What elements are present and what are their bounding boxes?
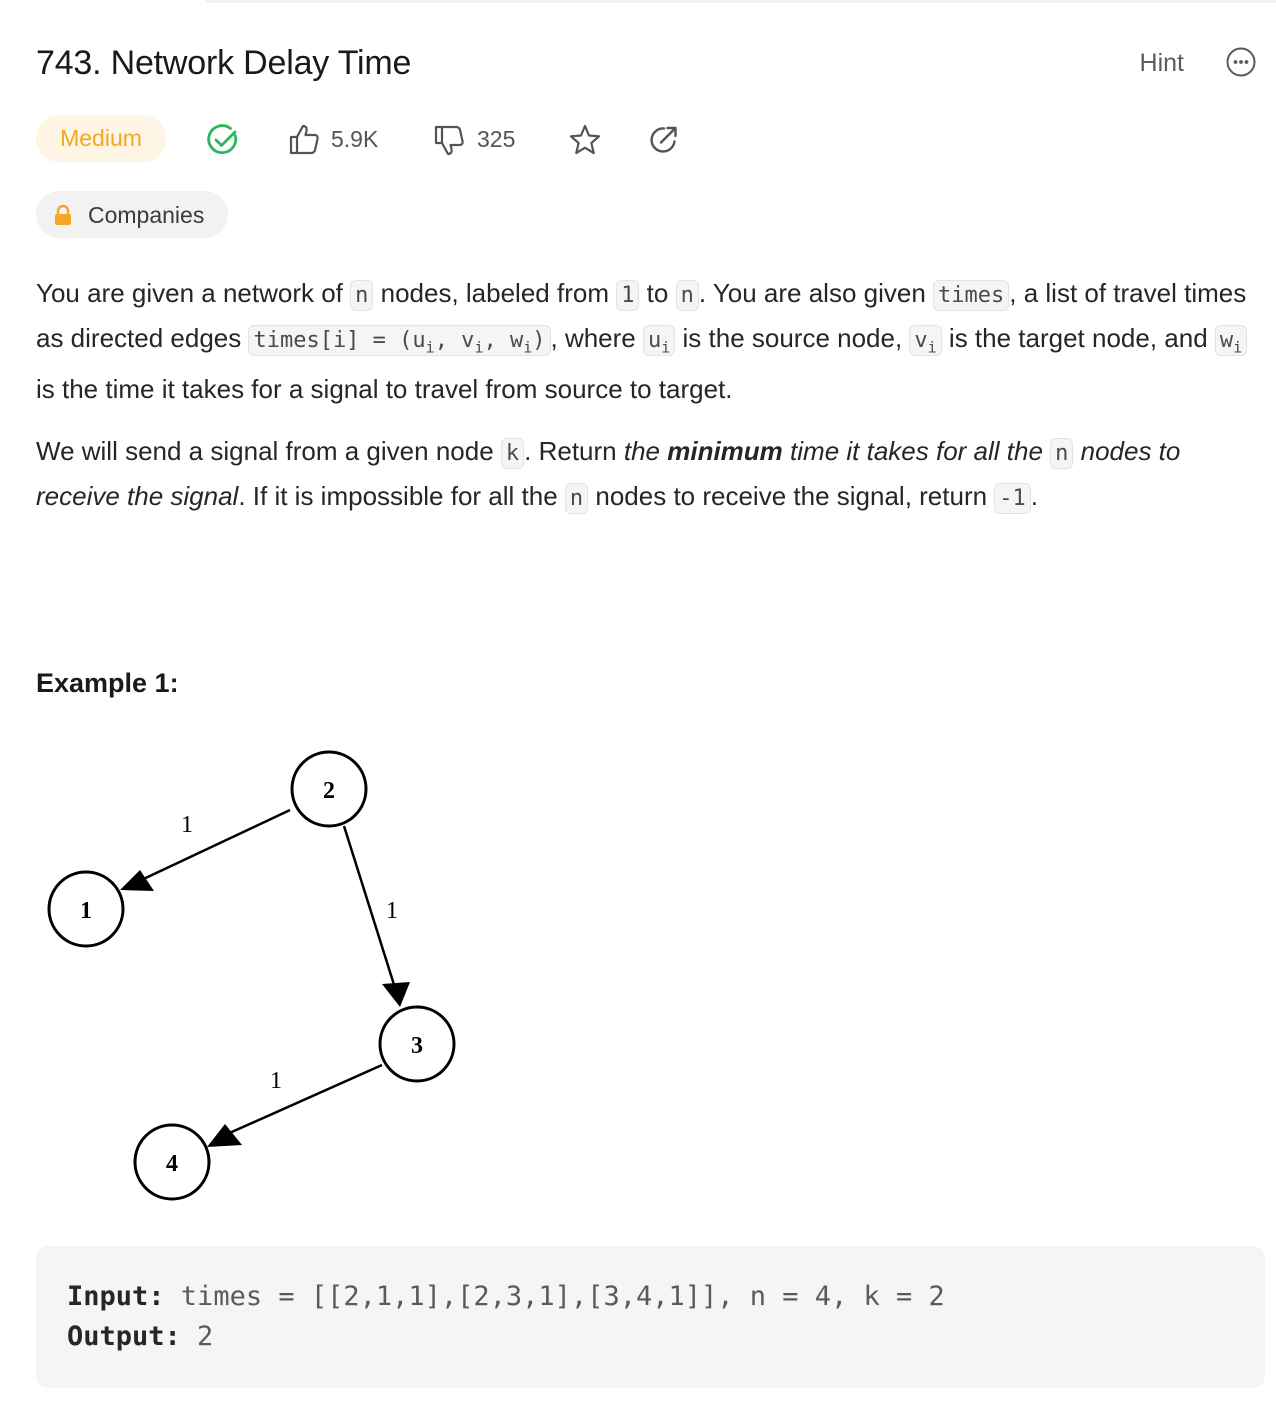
problem-title: 743. Network Delay Time (36, 44, 412, 82)
text-run: , where (550, 323, 643, 353)
edge-weight-2-3: 1 (386, 898, 398, 924)
code-run: u (648, 328, 662, 353)
text-run: to (639, 278, 676, 308)
edge-weight-3-4: 1 (270, 1068, 282, 1094)
arrowhead-to-3 (382, 982, 410, 1007)
text-run: time it takes for all the (782, 436, 1051, 466)
example-input-line (67, 1280, 945, 1314)
star-icon[interactable] (568, 123, 602, 157)
code-run: times[i] = (u (253, 328, 426, 353)
code-run: , v (434, 328, 475, 353)
code-run: w (1219, 328, 1234, 353)
code-vi (909, 325, 941, 356)
code-times: times (933, 280, 1009, 311)
edge-2-1 (135, 810, 290, 883)
graph-node-label-4: 4 (166, 1151, 178, 1177)
text-run: . (1030, 481, 1039, 511)
text-run: nodes to receive the signal, return (588, 481, 995, 511)
text-run: You are given a network of (36, 278, 351, 308)
output-value: 2 (180, 1321, 214, 1352)
text-run: We will send a signal from a given node (36, 436, 501, 466)
text-run: , a list of travel times as directed edges (36, 278, 1247, 353)
companies-button[interactable] (36, 191, 228, 238)
code-minus-one: -1 (994, 483, 1031, 514)
graph-node-label-2: 2 (323, 778, 335, 804)
example-graph (30, 735, 470, 1210)
code-ui (643, 325, 675, 356)
text-run: . You are also given (698, 278, 934, 308)
solved-check-icon (206, 123, 240, 157)
subscript: i (425, 338, 435, 357)
emphasis-run: nodes to receive the signal (36, 436, 1181, 511)
problem-header (36, 40, 1258, 88)
description-paragraph-2 (36, 430, 1251, 520)
lock-icon (53, 204, 73, 226)
dislikes-count: 325 (477, 126, 516, 152)
example-output-line (67, 1320, 213, 1354)
input-label: Input: (67, 1281, 165, 1312)
text-run: is the target node, and (941, 323, 1215, 353)
top-divider (205, 0, 1276, 3)
text-run: . Return (524, 436, 624, 466)
example-title: Example 1: (36, 668, 179, 698)
subscript: i (927, 338, 937, 357)
graph-node-label-1: 1 (80, 898, 92, 924)
output-label: Output: (67, 1321, 181, 1352)
code-1: 1 (616, 280, 639, 311)
code-run: v (914, 328, 928, 353)
edge-3-4 (225, 1065, 382, 1135)
graph-node-label-3: 3 (411, 1033, 423, 1059)
code-n: n (565, 483, 588, 514)
text-run: the (623, 436, 668, 466)
subscript: i (1233, 338, 1243, 357)
thumbs-up-icon[interactable] (287, 122, 321, 156)
subscript: i (474, 338, 484, 357)
input-value: times = [[2,1,1],[2,3,1],[3,4,1]], n = 4, k = 2 (164, 1281, 945, 1312)
share-icon[interactable] (647, 123, 681, 157)
likes-count: 5.9K (331, 126, 379, 152)
difficulty-badge: Medium (36, 115, 166, 162)
bold-minimum: minimum (667, 436, 783, 466)
code-n: n (350, 280, 373, 311)
thumbs-down-icon[interactable] (432, 124, 466, 158)
text-run: is the time it takes for a signal to travel from source to target. (36, 374, 733, 405)
code-wi (1215, 325, 1247, 356)
graph-nodes (49, 752, 454, 1199)
emphasis-run (624, 436, 1050, 466)
text-run: is the source node, (675, 323, 910, 353)
arrowhead-to-4 (207, 1124, 242, 1147)
subscript: i (523, 338, 533, 357)
graph-arrowheads (120, 870, 410, 1147)
code-times-edge (248, 325, 550, 356)
code-run: ) (532, 328, 546, 353)
companies-label: Companies (88, 202, 205, 228)
text-run: . If it is impossible for all the (238, 481, 565, 511)
edge-weight-2-1: 1 (181, 812, 193, 838)
code-run: , w (483, 328, 524, 353)
text-run: nodes, labeled from (373, 278, 617, 308)
hint-button[interactable]: Hint (1139, 49, 1184, 77)
code-k: k (501, 438, 524, 469)
example-io-block (36, 1246, 1265, 1388)
code-n: n (1050, 438, 1073, 469)
problem-meta-row (36, 115, 736, 163)
subscript: i (661, 338, 671, 357)
graph-edges (135, 810, 396, 1135)
code-n: n (676, 280, 699, 311)
description-paragraph-1 (36, 272, 1251, 410)
arrowhead-to-1 (120, 870, 154, 891)
more-options-icon[interactable] (1226, 47, 1256, 77)
